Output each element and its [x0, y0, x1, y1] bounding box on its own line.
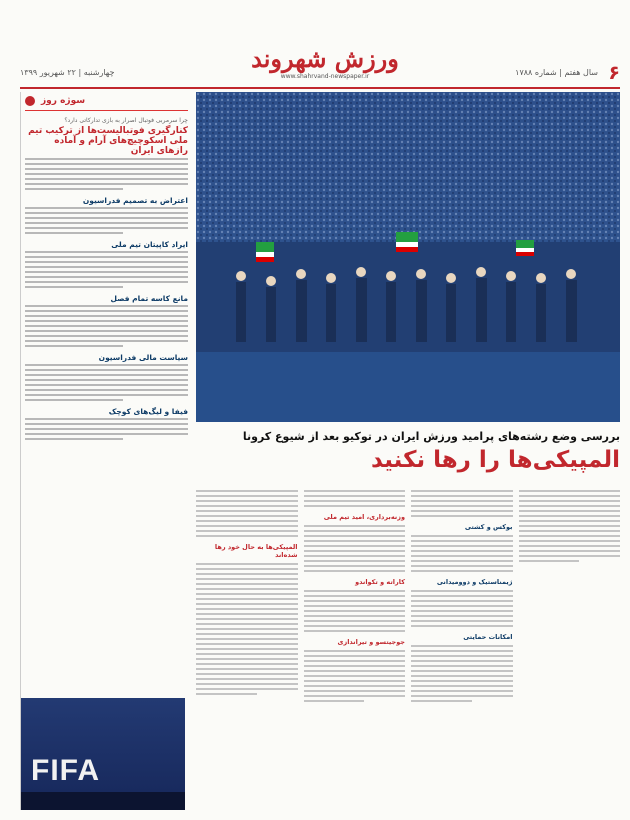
text-block — [25, 158, 188, 190]
photo-shadow-band — [21, 792, 185, 810]
sidebar-title: سوژه روز — [41, 96, 86, 106]
body-column — [411, 490, 513, 808]
sidebar — [20, 92, 188, 810]
sidebar-heading: کنارگیری فوتبالیست‌ها از ترکیب تیم ملی اسکوچیچ‌های آرام و آماده رازهای ایران — [28, 126, 188, 156]
newspaper-logo — [250, 44, 400, 88]
sidebar-section — [25, 240, 188, 288]
main-article — [196, 92, 620, 810]
article-subhead: کاراته و تکواندو — [355, 578, 405, 586]
sidebar-section — [25, 294, 188, 347]
sidebar-heading: فیفا و لیگ‌های کوچک — [108, 407, 188, 416]
article-subhead: امکانات حمایتی — [463, 633, 513, 641]
article-subhead: وزنه‌برداری، امید تیم ملی — [323, 513, 405, 521]
text-block — [25, 418, 188, 440]
body-column — [196, 490, 298, 808]
sidebar-section — [25, 196, 188, 234]
body-column — [519, 490, 621, 808]
logo-url: www.shahrvand-newspaper.ir — [280, 73, 370, 80]
sidebar-section — [25, 353, 188, 401]
text-block — [25, 305, 188, 347]
logo-mark: ورزش شهروند — [251, 44, 399, 73]
page-number: ۶ — [608, 62, 620, 84]
stadium-crowd-illustration — [196, 92, 620, 422]
sidebar-bullet-icon — [25, 96, 35, 106]
sidebar-section — [25, 117, 188, 190]
fifa-logo: FIFA — [31, 754, 100, 787]
body-column — [304, 490, 406, 808]
fifa-photo — [21, 698, 185, 810]
sidebar-heading: ایراد کاپیتان تیم ملی — [111, 240, 188, 249]
text-block — [25, 364, 188, 401]
sidebar-heading: سیاست مالی فدراسیون — [98, 353, 188, 362]
article-subhead: بوکس و کشتی — [464, 523, 513, 531]
sidebar-heading: اعتراض به تصمیم فدراسیون — [82, 196, 188, 205]
sidebar-heading: مانع کاسه تمام فصل — [110, 294, 188, 303]
sidebar-section — [25, 407, 188, 440]
issue-date: چهارشنبه | ۲۲ شهریور ۱۳۹۹ — [20, 68, 115, 77]
article-kicker: بررسی وضع رشته‌های پرامید ورزش ایران در توکیو بعد از شیوع کرونا — [242, 430, 620, 443]
olympic-parade-photo — [196, 92, 620, 422]
article-body — [196, 490, 620, 808]
header-rule — [20, 87, 620, 89]
sidebar-kicker: چرا سرمربی فوتبال اصرار به بازی تدارکاتی دارد؟ — [64, 117, 188, 124]
text-block — [25, 207, 188, 234]
article-lead — [196, 430, 620, 473]
article-headline: المپیکی‌ها را رها نکنید — [371, 447, 620, 473]
article-subhead: جوجیتسو و تیراندازی — [337, 638, 405, 646]
article-subhead: المپیکی‌ها به حال خود رها شده‌اند — [214, 543, 298, 559]
article-subhead: ژیمناستیک و دوومیدانی — [436, 578, 513, 586]
sidebar-header — [25, 92, 188, 111]
page-header — [20, 4, 620, 92]
text-block — [25, 251, 188, 288]
issue-info: سال هفتم | شماره ۱۷۸۸ — [515, 68, 598, 77]
